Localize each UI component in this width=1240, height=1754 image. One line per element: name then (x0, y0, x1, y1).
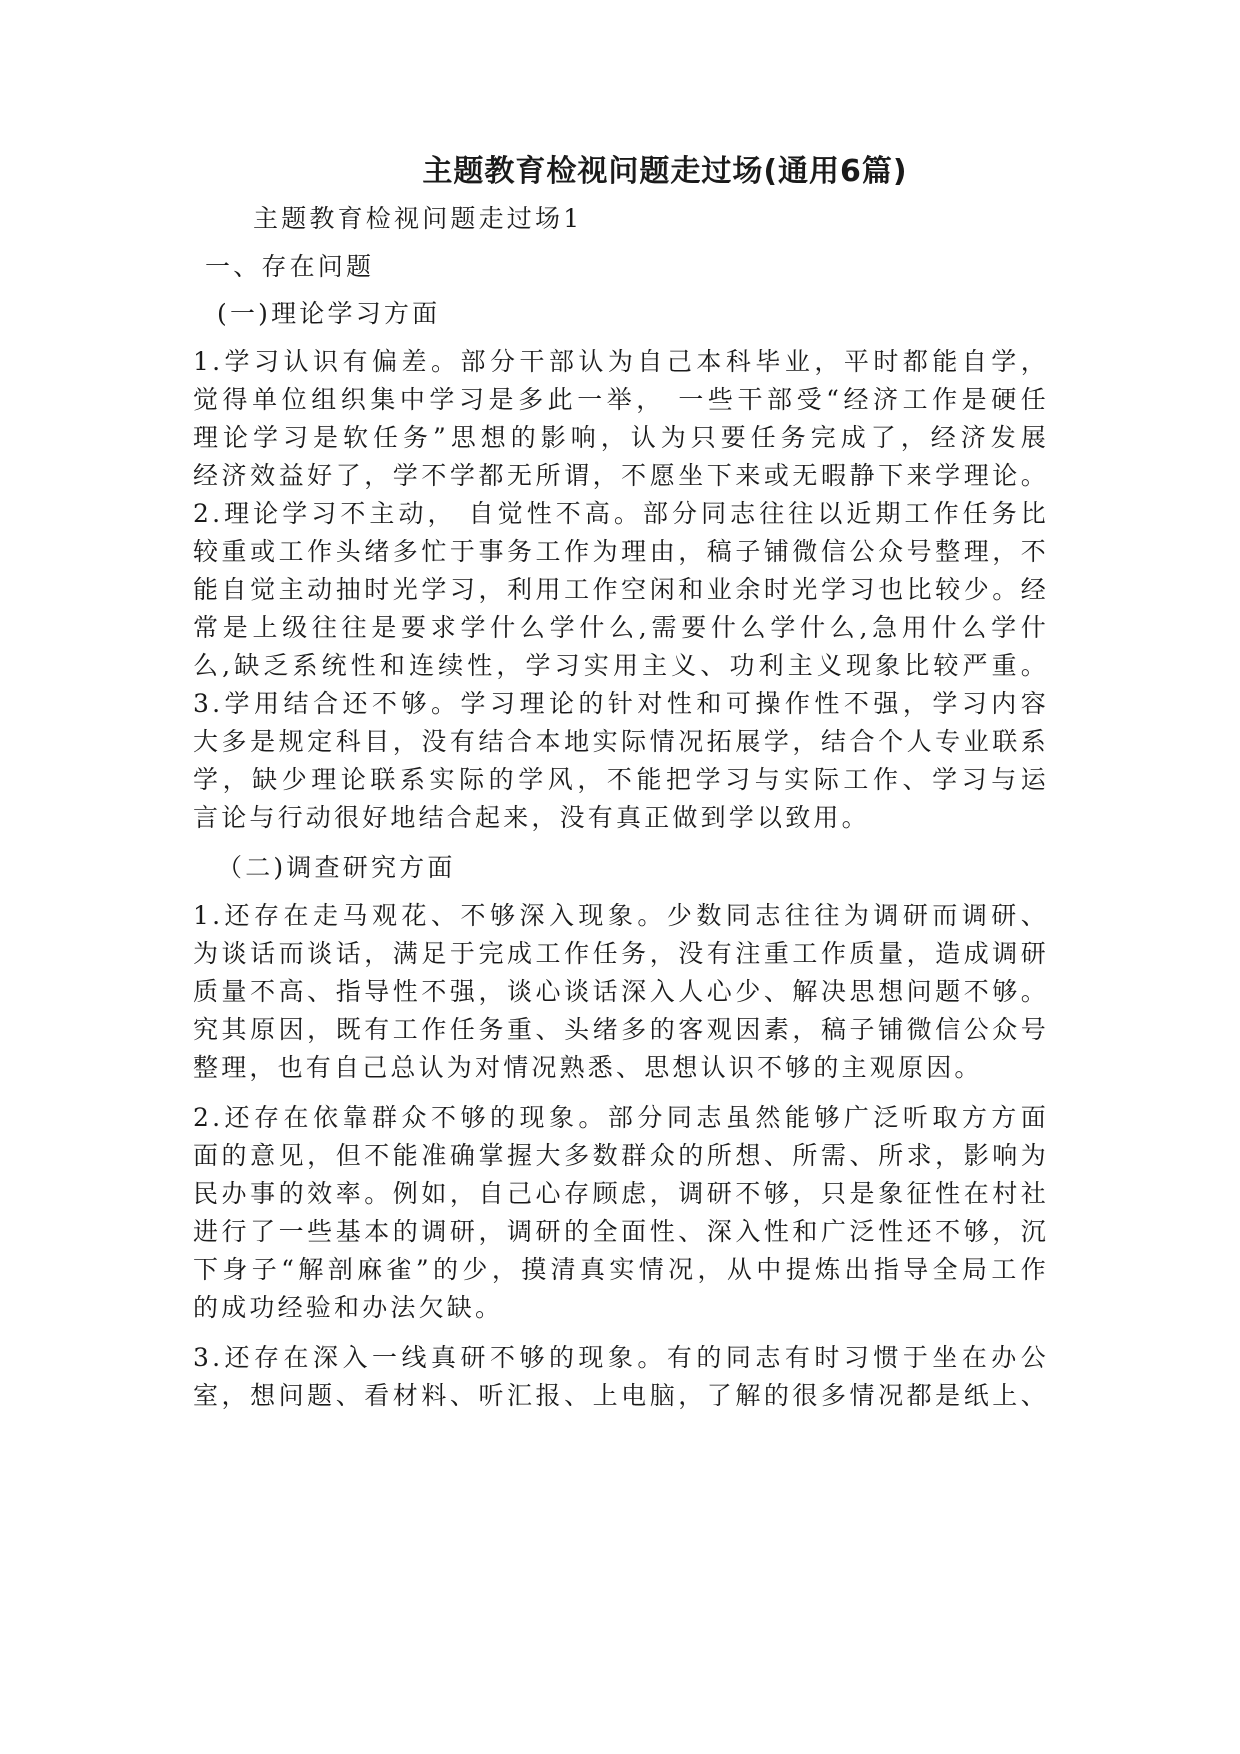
text-line: 觉得单位组织集中学习是多此一举， 一些干部受“经济工作是硬任 (193, 385, 1049, 414)
document-body (193, 200, 1049, 1415)
subsection-heading-theory: (一)理论学习方面 (217, 299, 441, 328)
text-line: 为谈话而谈话，满足于完成工作任务，没有注重工作质量，造成调研 (193, 939, 1049, 968)
text-line: 质量不高、指导性不强，谈心谈话深入人心少、解决思想问题不够。 (193, 977, 1049, 1006)
text-line: 1.还存在走马观花、不够深入现象。少数同志往往为调研而调研、 (193, 901, 1049, 930)
document-title: 主题教育检视问题走过场(通用6篇) (422, 154, 908, 189)
text-line: 的成功经验和办法欠缺。 (193, 1293, 504, 1322)
text-line: 室，想问题、看材料、听汇报、上电脑，了解的很多情况都是纸上、 (193, 1381, 1049, 1410)
text-line: 进行了一些基本的调研，调研的全面性、深入性和广泛性还不够，沉 (193, 1217, 1049, 1246)
text-line: 面的意见，但不能准确掌握大多数群众的所想、所需、所求，影响为 (193, 1141, 1049, 1170)
text-line: 经济效益好了，学不学都无所谓，不愿坐下来或无暇静下来学理论。 (193, 461, 1049, 490)
text-line: 3.还存在深入一线真研不够的现象。有的同志有时习惯于坐在办公 (193, 1343, 1049, 1372)
text-line: 较重或工作头绪多忙于事务工作为理由，稿子铺微信公众号整理，不 (193, 537, 1049, 566)
section-heading: 一、存在问题 (205, 252, 375, 281)
paragraph-research-3 (193, 1339, 1049, 1415)
paragraph-research-1 (193, 897, 1049, 1087)
text-line: 2.还存在依靠群众不够的现象。部分同志虽然能够广泛听取方方面 (193, 1103, 1049, 1132)
text-line: 3.学用结合还不够。学习理论的针对性和可操作性不强，学习内容 (193, 689, 1049, 718)
text-line: 大多是规定科目，没有结合本地实际情况拓展学，结合个人专业联系 (193, 727, 1049, 756)
subsection-heading-research: （二)调查研究方面 (217, 853, 456, 882)
text-line: 常是上级往往是要求学什么学什么,需要什么学什么,急用什么学什 (193, 613, 1049, 642)
text-line: 整理，也有自己总认为对情况熟悉、思想认识不够的主观原因。 (193, 1053, 983, 1082)
text-line: 么,缺乏系统性和连续性，学习实用主义、功利主义现象比较严重。 (193, 651, 1049, 680)
text-line: 能自觉主动抽时光学习，利用工作空闲和业余时光学习也比较少。经 (193, 575, 1049, 604)
paragraph-research-2 (193, 1099, 1049, 1327)
text-line: 民办事的效率。例如，自己心存顾虑，调研不够，只是象征性在村社 (193, 1179, 1049, 1208)
text-line: 理论学习是软任务”思想的影响，认为只要任务完成了，经济发展 (193, 423, 1049, 452)
paragraph-group-theory (193, 343, 1049, 837)
text-line: 2.理论学习不主动， 自觉性不高。部分同志往往以近期工作任务比 (193, 499, 1049, 528)
text-line: 1.学习认识有偏差。部分干部认为自己本科毕业，平时都能自学， (193, 347, 1049, 376)
text-line: 究其原因，既有工作任务重、头绪多的客观因素，稿子铺微信公众号 (193, 1015, 1049, 1044)
text-line: 下身子“解剖麻雀”的少，摸清真实情况，从中提炼出指导全局工作 (193, 1255, 1049, 1284)
text-line: 学，缺少理论联系实际的学风，不能把学习与实际工作、学习与运 (193, 765, 1049, 794)
document-subtitle: 主题教育检视问题走过场1 (253, 204, 583, 233)
text-line: 言论与行动很好地结合起来，没有真正做到学以致用。 (193, 803, 870, 832)
